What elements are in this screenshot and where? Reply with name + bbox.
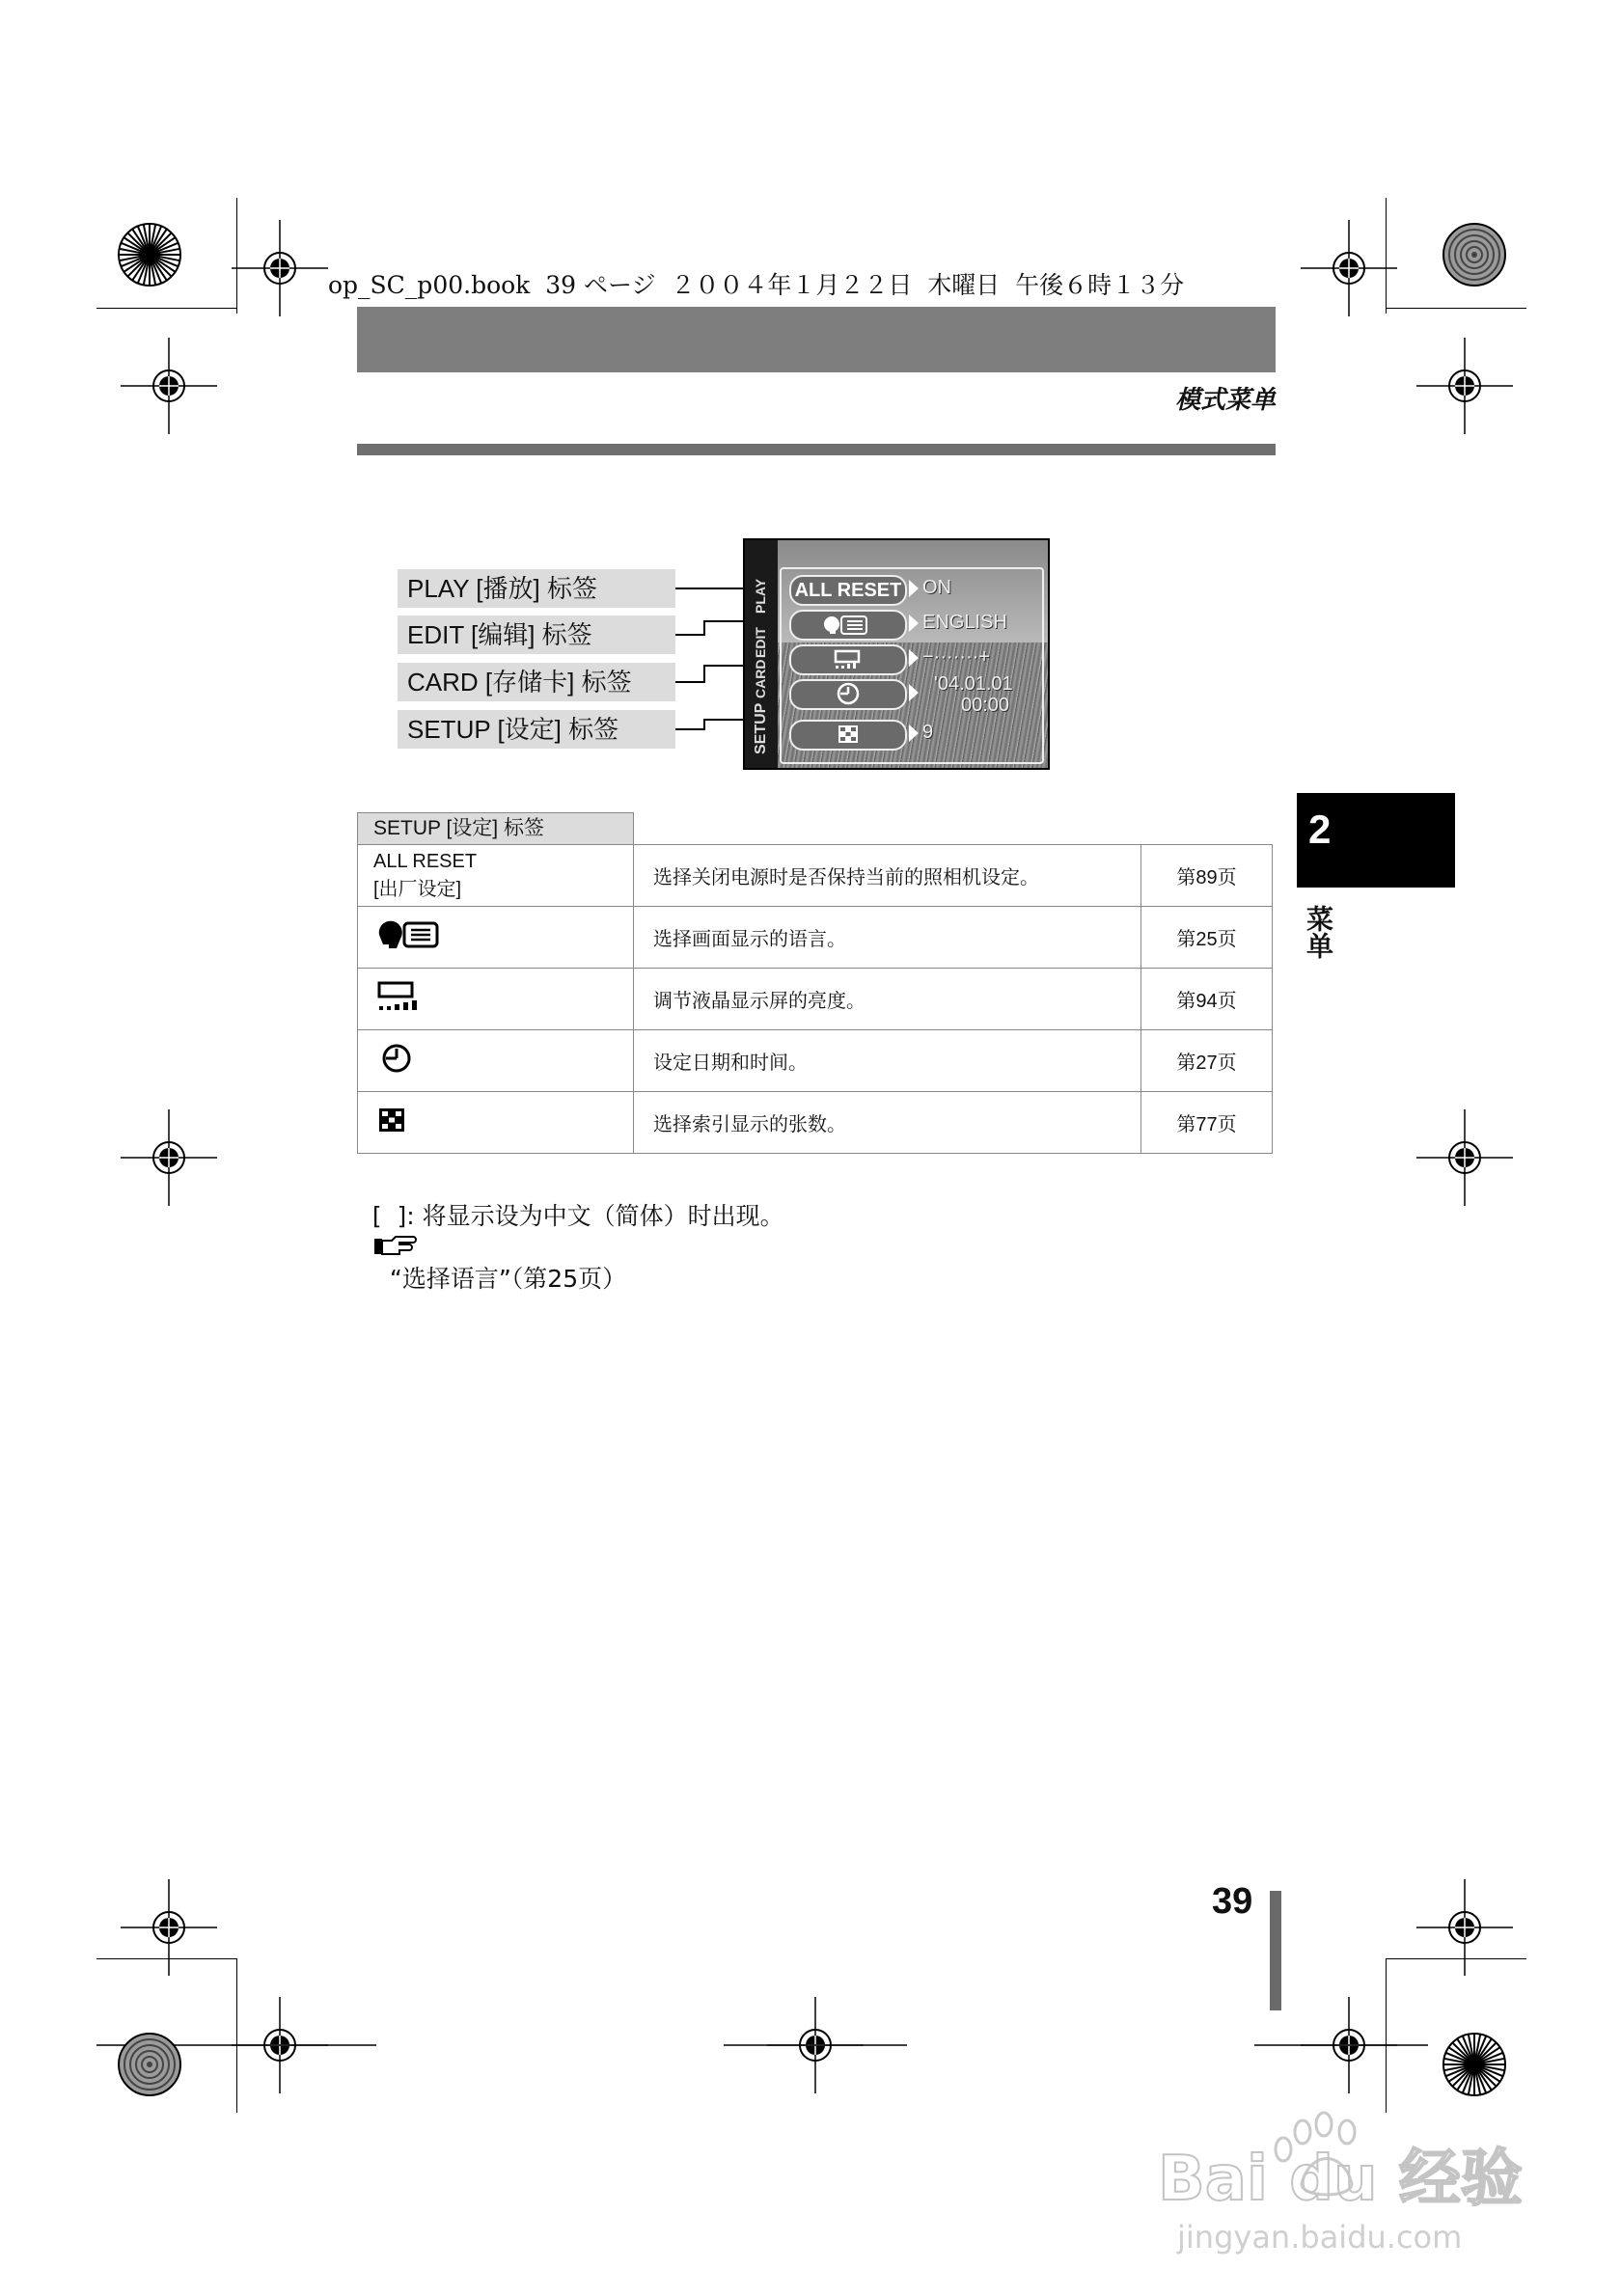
lcd-item-language: [789, 610, 907, 641]
footnote-reference: “选择语言”（第25页）: [389, 1265, 627, 1293]
row-page-ref: 第94页: [1141, 969, 1273, 1030]
brightness-icon: [373, 977, 427, 1016]
row-description: 选择索引显示的张数。: [634, 1092, 1141, 1154]
row-icon-cell: [358, 1092, 634, 1154]
pointing-hand-icon: [372, 1233, 419, 1258]
row-icon-cell: [358, 969, 634, 1030]
table-header: SETUP [设定] 标签: [358, 813, 633, 844]
lcd-arrow-icon: [909, 724, 919, 742]
baidu-watermark-logo: [1158, 2103, 1544, 2257]
lcd-value-time: 00:00: [961, 695, 1010, 716]
camera-lcd-screen: [743, 538, 1050, 770]
lcd-value-language: ENGLISH: [922, 612, 1007, 633]
lcd-arrow-icon: [909, 580, 919, 597]
table-row: [358, 845, 1273, 907]
language-icon: [814, 613, 882, 638]
footnote: [357, 1169, 784, 1295]
header-band: [357, 307, 1276, 372]
row-icon-cell: [358, 907, 634, 969]
row-description: 设定日期和时间。: [634, 1030, 1141, 1092]
table-row: [358, 1092, 1273, 1154]
lcd-value-date: '04.01.01: [934, 673, 1013, 695]
brightness-icon: [824, 646, 872, 671]
page-number: 39: [1212, 1881, 1253, 1922]
table-row: [358, 1030, 1273, 1092]
row-page-ref: 第77页: [1141, 1092, 1273, 1154]
row-description: 选择关闭电源时是否保持当前的照相机设定。: [634, 845, 1141, 907]
clock-icon: [829, 681, 867, 706]
all-reset-label: ALL RESET: [373, 850, 478, 872]
chapter-title: 菜单: [1303, 905, 1334, 959]
row-page-ref: 第25页: [1141, 907, 1273, 969]
page-number-bar: [1270, 1891, 1281, 2010]
table-row: [358, 907, 1273, 969]
tab-label-play: PLAY [播放] 标签: [398, 569, 675, 608]
chapter-number: 2: [1308, 806, 1332, 852]
all-reset-sublabel: [出厂设定]: [373, 878, 462, 900]
clock-icon: [373, 1039, 427, 1078]
index-grid-icon: [831, 722, 865, 747]
lcd-arrow-icon: [909, 615, 919, 632]
setup-tab-table: [357, 812, 1273, 1154]
tab-label-card: CARD [存储卡] 标签: [398, 663, 675, 701]
table-header-cell: [358, 813, 634, 845]
header-rule: [357, 444, 1276, 455]
lcd-item-all-reset: ALL RESET: [789, 575, 907, 606]
tab-label-edit: EDIT [编辑] 标签: [398, 615, 675, 654]
row-page-ref: 第89页: [1141, 845, 1273, 907]
row-description: 调节液晶显示屏的亮度。: [634, 969, 1141, 1030]
lcd-value-brightness: −·······+: [922, 646, 990, 668]
lcd-arrow-icon: [909, 649, 919, 667]
section-title: 模式菜单: [1174, 386, 1276, 415]
table-row: [358, 969, 1273, 1030]
row-page-ref: 第27页: [1141, 1030, 1273, 1092]
lcd-value-index: 9: [922, 722, 934, 743]
lcd-item-brightness: [789, 644, 907, 675]
index-grid-icon: [373, 1101, 427, 1139]
language-icon: [373, 916, 451, 954]
lcd-value-all-reset: ON: [922, 577, 951, 598]
lcd-menu-panel: [780, 567, 1044, 764]
lcd-tab-strip: PLAY EDIT CARD SETUP: [745, 540, 778, 768]
footnote-text: [ ]: 将显示设为中文（简体）时出现。: [371, 1202, 784, 1230]
lcd-arrow-icon: [909, 684, 919, 701]
print-header: op_SC_p00.book 39 ページ ２００４年１月２２日 木曜日 午後６時１３分: [328, 271, 1185, 299]
svg-text:Bai du 经验: Bai du 经验: [1158, 2144, 1523, 2215]
lcd-item-index: [789, 720, 907, 751]
lcd-item-clock: [789, 679, 907, 710]
tab-label-setup: SETUP [设定] 标签: [398, 710, 675, 749]
row-name-all-reset: [358, 845, 634, 907]
row-description: 选择画面显示的语言。: [634, 907, 1141, 969]
svg-text:jingyan.baidu.com: jingyan.baidu.com: [1177, 2219, 1463, 2255]
row-icon-cell: [358, 1030, 634, 1092]
